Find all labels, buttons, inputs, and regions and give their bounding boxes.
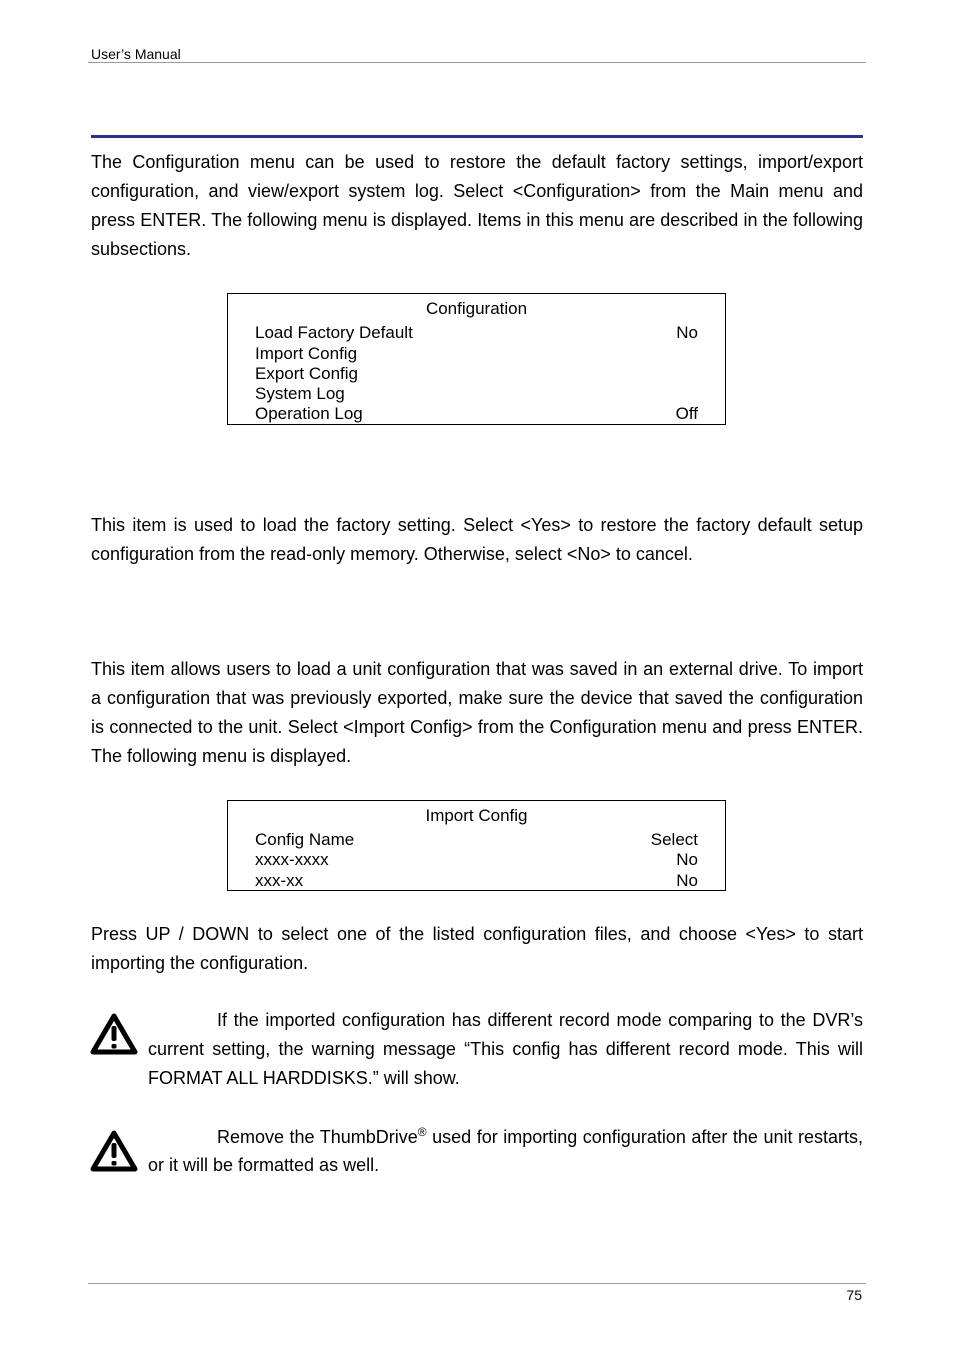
page-number: 75 xyxy=(846,1287,862,1303)
config-file-select-value[interactable]: No xyxy=(676,871,698,890)
menu-item-value: No xyxy=(676,323,698,342)
note-text: If the imported configuration has different record mode comparing to the DVR’s current setting, the warning message “This config has different record mode. This will FORMAT ALL HARDDISKS.” will show. xyxy=(148,1010,863,1088)
menu-item-label: System Log xyxy=(255,384,345,403)
menu-item-label: Export Config xyxy=(255,364,358,383)
import-config-header-row xyxy=(255,830,698,850)
menu-item-import-config[interactable] xyxy=(255,344,698,364)
menu-item-load-factory-default[interactable] xyxy=(255,323,698,343)
note-text-before: Remove the ThumbDrive xyxy=(217,1127,418,1147)
section-divider xyxy=(91,135,863,138)
menu-item-label: Import Config xyxy=(255,344,358,363)
column-header-select: Select xyxy=(650,830,698,849)
note-text-after: used for importing configuration after the unit restarts, or it will be formatted as well. xyxy=(148,1127,863,1175)
registered-mark: ® xyxy=(417,1125,427,1139)
warning-icon xyxy=(90,1130,138,1172)
warning-icon xyxy=(90,1013,138,1055)
load-factory-paragraph: This item is used to load the factory setting. Select <Yes> to restore the factory default setup configuration from the read-only memory. Otherwise, select <No> to cancel. xyxy=(91,515,863,564)
menu-item-label: Load Factory Default xyxy=(255,323,413,342)
menu-item-label: Operation Log xyxy=(255,404,363,423)
config-file-row[interactable] xyxy=(255,850,698,870)
menu-item-export-config[interactable] xyxy=(255,364,698,384)
intro-paragraph: The Configuration menu can be used to restore the default factory settings, import/export configuration, and view/export system log. Select <Configuration> from the Main menu and press ENTER. The following menu is displayed. Items in this menu are described in the following subsections. xyxy=(91,152,863,259)
header-divider xyxy=(88,62,866,63)
menu-item-operation-log[interactable] xyxy=(255,404,698,424)
import-config-menu-title: Import Config xyxy=(425,806,528,825)
note-remove-thumbdrive xyxy=(148,1123,863,1179)
configuration-menu xyxy=(227,293,726,425)
config-file-name: xxx-xx xyxy=(255,871,304,890)
note-record-mode-warning xyxy=(148,1006,863,1093)
import-instructions-paragraph: Press UP / DOWN to select one of the listed configuration files, and choose <Yes> to start importing the configuration. xyxy=(91,924,863,973)
import-config-paragraph: This item allows users to load a unit configuration that was saved in an external drive. To import a configuration that was previously exported, make sure the device that saved the configuration is connected to the unit. Select <Import Config> from the Configuration menu and press ENTER. The following menu is displayed. xyxy=(91,659,863,766)
footer-divider xyxy=(88,1283,866,1284)
menu-item-value: Off xyxy=(675,404,698,423)
configuration-menu-title: Configuration xyxy=(425,299,528,318)
config-file-name: xxxx-xxxx xyxy=(255,850,329,869)
menu-item-system-log[interactable] xyxy=(255,384,698,404)
import-config-menu xyxy=(227,800,726,891)
column-header-config-name: Config Name xyxy=(255,830,355,849)
config-file-row[interactable] xyxy=(255,871,698,891)
config-file-select-value[interactable]: No xyxy=(676,850,698,869)
running-header: User’s Manual xyxy=(91,46,181,62)
